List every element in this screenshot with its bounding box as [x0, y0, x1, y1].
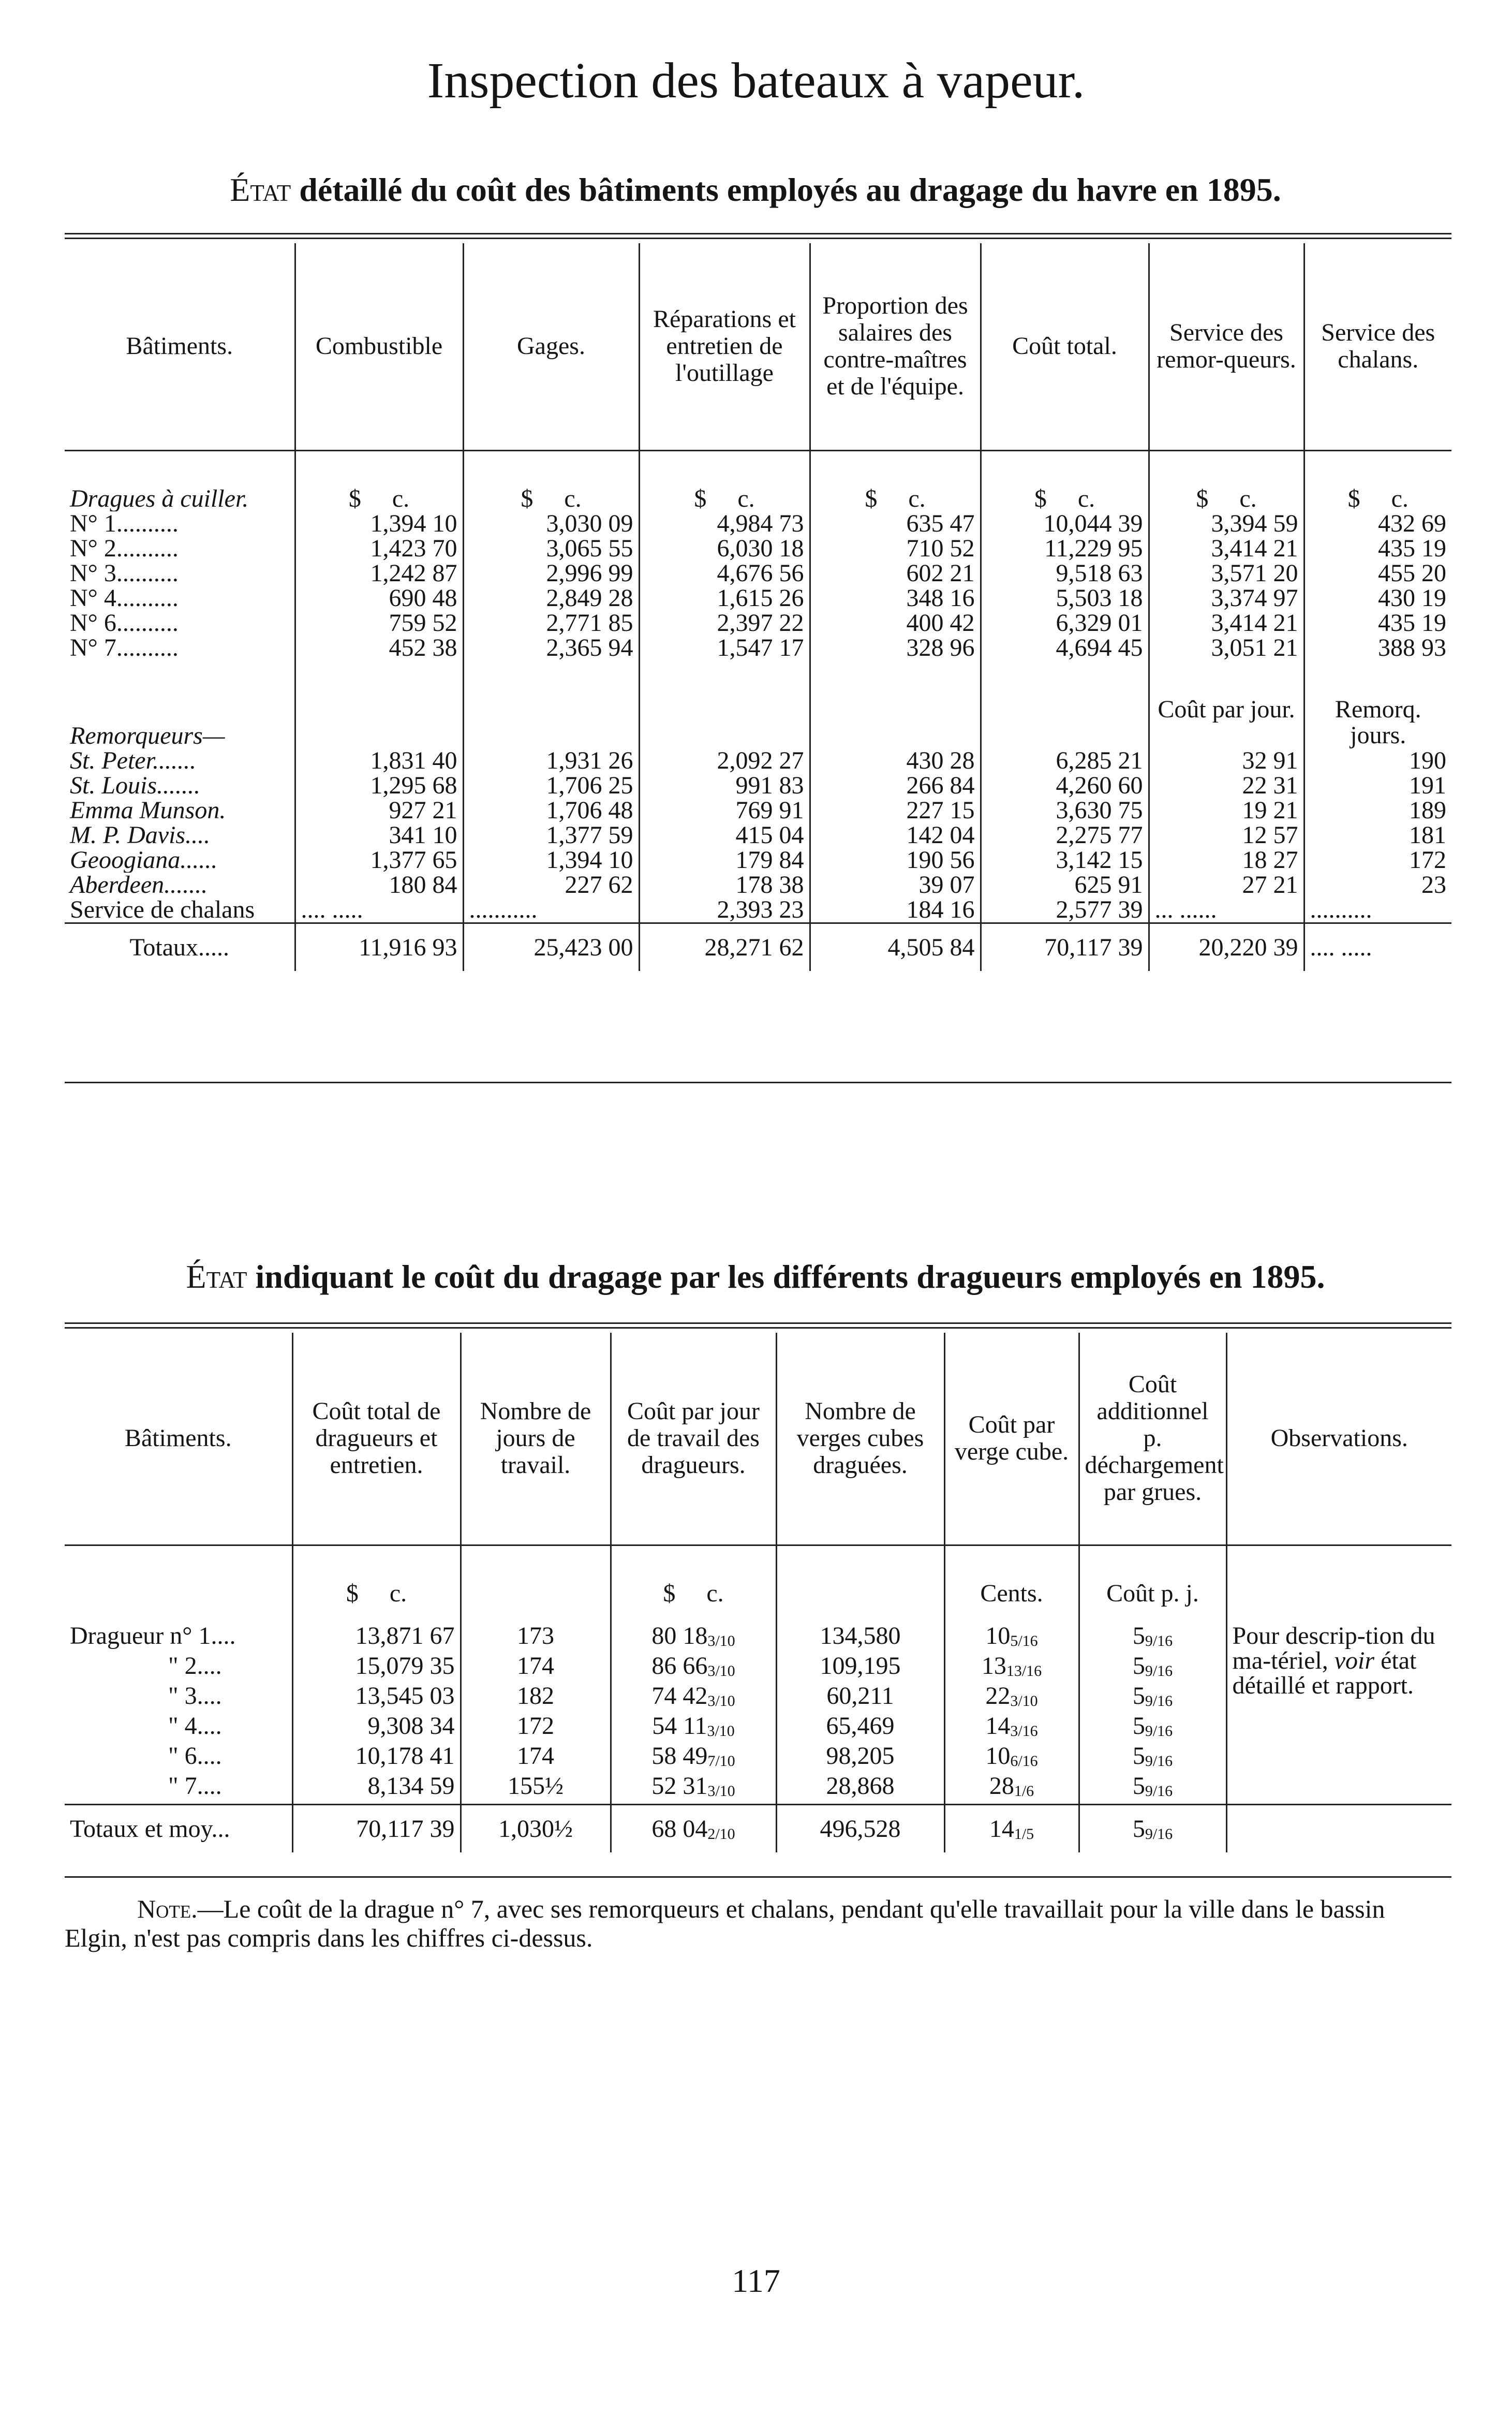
row-label: N° 4..........	[70, 586, 179, 611]
cell-reparations: 991 83	[639, 773, 810, 798]
table-row	[65, 873, 1451, 897]
cell-cout-total: 15,079 35	[292, 1654, 461, 1684]
cell-proportion: 635 47	[810, 511, 981, 536]
cell-cout-jour	[611, 1774, 776, 1805]
cell-verges: 65,469	[776, 1714, 944, 1744]
table1-totals-row	[65, 923, 1451, 971]
cell-combustible: 1,423 70	[295, 536, 463, 561]
cell-gages: ...........	[463, 897, 639, 923]
unit-dollar: $	[1196, 485, 1209, 512]
table-row	[65, 773, 1451, 798]
cell-additionnel	[1079, 1805, 1226, 1853]
cell-remorq-jours: ..........	[1304, 897, 1451, 923]
cell-proportion: 4,505 84	[810, 923, 981, 971]
row-label: " 3....	[168, 1684, 222, 1710]
header-gages: Gages.	[463, 243, 639, 450]
cell-reparations: 769 91	[639, 798, 810, 823]
table2-totals-row	[65, 1805, 1451, 1853]
cell-gages: 1,706 48	[463, 798, 639, 823]
group-remorqueurs-label: Remorqueurs—	[70, 722, 225, 748]
cell-verges: 134,580	[776, 1624, 944, 1654]
table1-caption-text: détaillé du coût des bâtiments employés au dragage du havre en 1895.	[299, 171, 1281, 208]
row-label: " 7....	[168, 1774, 222, 1800]
cell-reparations: 2,092 27	[639, 748, 810, 773]
unit-cell	[810, 487, 981, 511]
cell-cout-par-jour: 22 31	[1149, 773, 1304, 798]
cell-remorqueurs: 3,571 20	[1149, 561, 1304, 586]
cell-cout-verge	[944, 1654, 1079, 1684]
cell-additionnel	[1079, 1624, 1226, 1654]
cell-proportion: 400 42	[810, 611, 981, 636]
cell-cout-total: 6,329 01	[981, 611, 1149, 636]
cell-remorqueurs: 3,414 21	[1149, 611, 1304, 636]
cell-cout-total: 8,134 59	[292, 1774, 461, 1805]
cell-cout-total: 10,044 39	[981, 511, 1149, 536]
cout-jour-fraction: 2/10	[707, 1825, 735, 1843]
unit-dollar: $	[348, 485, 361, 512]
cout-verge-fraction: 1/5	[1014, 1825, 1034, 1843]
cout-verge-value: 14	[989, 1815, 1014, 1843]
cell-cout-verge	[944, 1774, 1079, 1805]
cout-jour-value: 52 31	[651, 1772, 708, 1800]
cout-verge-value: 13	[981, 1652, 1006, 1680]
cell-cout-par-jour: 27 21	[1149, 873, 1304, 897]
cell-cout-total: 70,117 39	[981, 923, 1149, 971]
cell-reparations: 4,676 56	[639, 561, 810, 586]
row-label: Totaux.....	[65, 923, 295, 971]
unit-cents: c.	[706, 1580, 724, 1607]
unit-cents: c.	[1077, 485, 1095, 512]
additionnel-value: 5	[1132, 1712, 1145, 1740]
cell-cout-par-jour: 19 21	[1149, 798, 1304, 823]
cell-chalans: 432 69	[1304, 511, 1451, 536]
table2-caption-state: État	[186, 1258, 247, 1295]
cout-jour-fraction: 3/10	[707, 1662, 735, 1680]
cout-verge-value: 14	[985, 1712, 1011, 1740]
header-cout-total: Coût total de dragueurs et entretien.	[292, 1333, 461, 1545]
cell-jours: 172	[461, 1714, 611, 1744]
cell-combustible: 452 38	[295, 636, 463, 660]
cell-chalans: 430 19	[1304, 586, 1451, 611]
cell-gages: 25,423 00	[463, 923, 639, 971]
cell-combustible: 1,295 68	[295, 773, 463, 798]
unit-cents-word: Cents.	[944, 1581, 1079, 1606]
cell-gages: 1,377 59	[463, 823, 639, 848]
cell-cout-total: 5,503 18	[981, 586, 1149, 611]
unit-cents: c.	[389, 1580, 407, 1607]
row-label: Dragueur n° 1....	[70, 1624, 236, 1650]
cell-cout-total: 4,694 45	[981, 636, 1149, 660]
header-service-chalans: Service des chalans.	[1304, 243, 1451, 450]
cell-combustible: 690 48	[295, 586, 463, 611]
cell-combustible: 1,831 40	[295, 748, 463, 773]
header-service-remorqueurs: Service des remor-queurs.	[1149, 243, 1304, 450]
cell-cout-jour	[611, 1744, 776, 1774]
cell-cout-verge	[944, 1624, 1079, 1654]
header-batiments: Bâtiments.	[65, 1333, 292, 1545]
cell-cout-par-jour: 12 57	[1149, 823, 1304, 848]
cell-cout-total: 6,285 21	[981, 748, 1149, 773]
cell-gages: 3,030 09	[463, 511, 639, 536]
unit-cell	[1149, 487, 1304, 511]
cell-cout-total: 9,518 63	[981, 561, 1149, 586]
cell-cout-par-jour: ... ......	[1149, 897, 1304, 923]
cell-remorq-jours: 189	[1304, 798, 1451, 823]
cell-combustible: 1,394 10	[295, 511, 463, 536]
cell-reparations: 178 38	[639, 873, 810, 897]
unit-dollar: $	[1347, 485, 1360, 512]
table-row	[65, 823, 1451, 848]
unit-cell	[639, 487, 810, 511]
cell-cout-total: 2,275 77	[981, 823, 1149, 848]
unit-cell	[611, 1581, 776, 1606]
cell-chalans: .... .....	[1304, 923, 1451, 971]
cell-proportion: 266 84	[810, 773, 981, 798]
header-proportion: Proportion des salaires des contre-maîtres et de l'équipe.	[810, 243, 981, 450]
observations-voir: voir	[1334, 1647, 1375, 1674]
unit-dollar: $	[1034, 485, 1047, 512]
cell-observations	[1226, 1624, 1451, 1805]
cell-proportion: 190 56	[810, 848, 981, 873]
additionnel-value: 5	[1132, 1652, 1145, 1680]
table1-bottom-rule	[65, 1082, 1451, 1083]
header-cout-verge: Coût par verge cube.	[944, 1333, 1079, 1545]
cell-jours: 174	[461, 1654, 611, 1684]
table-row-service-chalans	[65, 897, 1451, 923]
table-row	[65, 1624, 1451, 1654]
cout-verge-value: 10	[985, 1742, 1011, 1770]
row-label: N° 6..........	[70, 611, 179, 636]
cell-proportion: 430 28	[810, 748, 981, 773]
unit-cents: c.	[737, 485, 755, 512]
cell-reparations: 4,984 73	[639, 511, 810, 536]
row-label: N° 2..........	[70, 536, 179, 561]
table-row	[65, 586, 1451, 611]
cell-remorqueurs: 3,414 21	[1149, 536, 1304, 561]
unit-dollar: $	[865, 485, 878, 512]
row-label: N° 7..........	[70, 636, 179, 660]
unit-cell	[295, 487, 463, 511]
cell-proportion: 39 07	[810, 873, 981, 897]
table-row	[65, 748, 1451, 773]
header-reparations: Réparations et entretien de l'outillage	[639, 243, 810, 450]
cell-remorq-jours: 191	[1304, 773, 1451, 798]
cell-cout-verge	[944, 1805, 1079, 1853]
cell-cout-total: 11,229 95	[981, 536, 1149, 561]
table2	[65, 1333, 1451, 1852]
cell-reparations: 415 04	[639, 823, 810, 848]
cell-verges: 109,195	[776, 1654, 944, 1684]
cell-cout-par-jour: 32 91	[1149, 748, 1304, 773]
table-row	[65, 636, 1451, 660]
table-row	[65, 561, 1451, 586]
cell-cout-total: 13,871 67	[292, 1624, 461, 1654]
cell-gages: 2,365 94	[463, 636, 639, 660]
table2-header-row	[65, 1333, 1451, 1545]
row-label: Service de chalans	[70, 897, 255, 923]
additionnel-fraction: 9/16	[1145, 1722, 1173, 1740]
row-label: M. P. Davis....	[70, 823, 211, 848]
row-label: " 6....	[168, 1744, 222, 1770]
cell-cout-total: 9,308 34	[292, 1714, 461, 1744]
cell-jours: 155½	[461, 1774, 611, 1805]
cell-cout-jour	[611, 1624, 776, 1654]
page-number: 117	[732, 2262, 780, 2299]
row-label: St. Louis.......	[70, 773, 201, 798]
additionnel-fraction: 9/16	[1145, 1662, 1173, 1680]
cell-additionnel	[1079, 1744, 1226, 1774]
cell-reparations: 2,393 23	[639, 897, 810, 923]
cell-additionnel	[1079, 1684, 1226, 1714]
additionnel-value: 5	[1132, 1815, 1145, 1843]
cell-proportion: 142 04	[810, 823, 981, 848]
cell-cout-total: 3,630 75	[981, 798, 1149, 823]
cell-remorqueurs: 3,394 59	[1149, 511, 1304, 536]
row-label: N° 1..........	[70, 511, 179, 536]
cell-reparations: 179 84	[639, 848, 810, 873]
cell-additionnel	[1079, 1774, 1226, 1805]
cell-verges: 98,205	[776, 1744, 944, 1774]
cell-proportion: 328 96	[810, 636, 981, 660]
cout-jour-fraction: 3/10	[707, 1722, 735, 1740]
cell-remorqueurs: 3,374 97	[1149, 586, 1304, 611]
header-cout-total: Coût total.	[981, 243, 1149, 450]
cell-proportion: 227 15	[810, 798, 981, 823]
unit-dollar: $	[346, 1580, 359, 1607]
cell-cout-jour	[611, 1654, 776, 1684]
cell-combustible: 341 10	[295, 823, 463, 848]
cout-verge-value: 22	[985, 1682, 1011, 1710]
cell-jours: 174	[461, 1744, 611, 1774]
table-row	[65, 611, 1451, 636]
cell-cout-total: 4,260 60	[981, 773, 1149, 798]
cout-jour-fraction: 3/10	[707, 1783, 735, 1800]
row-label: Geoogiana......	[70, 848, 218, 873]
cell-cout-par-jour: 18 27	[1149, 848, 1304, 873]
cell-cout-jour	[611, 1805, 776, 1853]
unit-cents: c.	[1239, 485, 1257, 512]
cell-cout-jour	[611, 1684, 776, 1714]
cell-gages: 1,931 26	[463, 748, 639, 773]
additionnel-fraction: 9/16	[1145, 1692, 1173, 1710]
cell-cout-jour	[611, 1714, 776, 1744]
cell-combustible: 759 52	[295, 611, 463, 636]
cout-jour-value: 58 49	[651, 1742, 708, 1770]
table1	[65, 243, 1451, 971]
footnote	[65, 1894, 1451, 1952]
table1-header-row	[65, 243, 1451, 450]
cell-cout-verge	[944, 1714, 1079, 1744]
cell-proportion: 348 16	[810, 586, 981, 611]
cell-jours: 182	[461, 1684, 611, 1714]
row-label: " 2....	[168, 1654, 222, 1680]
cell-additionnel	[1079, 1714, 1226, 1744]
cell-gages: 1,706 25	[463, 773, 639, 798]
cout-verge-fraction: 13/16	[1006, 1662, 1042, 1680]
cell-proportion: 602 21	[810, 561, 981, 586]
table2-units-row	[65, 1581, 1451, 1606]
cell-verges: 28,868	[776, 1774, 944, 1805]
cell-gages: 2,996 99	[463, 561, 639, 586]
cell-chalans: 455 20	[1304, 561, 1451, 586]
unit-cout-pj: Coût p. j.	[1079, 1581, 1226, 1606]
unit-cell	[1304, 487, 1451, 511]
cell-gages: 2,771 85	[463, 611, 639, 636]
cell-gages: 1,394 10	[463, 848, 639, 873]
additionnel-value: 5	[1132, 1742, 1145, 1770]
cell-jours: 1,030½	[461, 1805, 611, 1853]
unit-cents: c.	[1391, 485, 1409, 512]
cout-jour-value: 68 04	[651, 1815, 708, 1843]
row-label: Aberdeen.......	[70, 873, 208, 897]
row-label: St. Peter.......	[70, 748, 196, 773]
table-row	[65, 848, 1451, 873]
row-label: N° 3..........	[70, 561, 179, 586]
table2-caption	[31, 1258, 1480, 1296]
table-row	[65, 798, 1451, 823]
cell-cout-total: 10,178 41	[292, 1744, 461, 1774]
header-observations: Observations.	[1226, 1333, 1451, 1545]
cell-reparations: 6,030 18	[639, 536, 810, 561]
cell-cout-total: 2,577 39	[981, 897, 1149, 923]
cout-jour-value: 80 18	[651, 1622, 708, 1650]
cell-remorq-jours: 23	[1304, 873, 1451, 897]
cell-verges: 60,211	[776, 1684, 944, 1714]
cout-verge-fraction: 6/16	[1010, 1753, 1038, 1770]
cout-jour-value: 74 42	[651, 1682, 708, 1710]
header-nombre-jours: Nombre de jours de travail.	[461, 1333, 611, 1545]
cell-gages: 2,849 28	[463, 586, 639, 611]
table2-caption-text: indiquant le coût du dragage par les différents dragueurs employés en 1895.	[255, 1258, 1325, 1295]
cout-verge-fraction: 1/6	[1014, 1783, 1034, 1800]
header-verges: Nombre de verges cubes draguées.	[776, 1333, 944, 1545]
table2-top-rule	[65, 1322, 1451, 1329]
additionnel-fraction: 9/16	[1145, 1753, 1173, 1770]
cell-reparations: 28,271 62	[639, 923, 810, 971]
page-title: Inspection des bateaux à vapeur.	[427, 53, 1085, 109]
table-row	[65, 536, 1451, 561]
cell-cout-total: 13,545 03	[292, 1684, 461, 1714]
unit-cents: c.	[564, 485, 582, 512]
subheader-remorq-jours: Remorq. jours.	[1304, 697, 1451, 748]
cell-remorqueurs: 3,051 21	[1149, 636, 1304, 660]
footnote-text: —Le coût de la drague n° 7, avec ses remorqueurs et chalans, pendant qu'elle travaillait pour la ville dans le bassin Elgin, n'est pas compris dans les chiffres ci-dessus.	[65, 1894, 1385, 1952]
cell-remorq-jours: 172	[1304, 848, 1451, 873]
cout-verge-fraction: 5/16	[1010, 1632, 1038, 1650]
additionnel-value: 5	[1132, 1682, 1145, 1710]
header-cout-additionnel: Coût additionnel p. déchargement par grues.	[1079, 1333, 1226, 1545]
cell-additionnel	[1079, 1654, 1226, 1684]
unit-dollar: $	[694, 485, 707, 512]
cell-reparations: 1,615 26	[639, 586, 810, 611]
row-label: Totaux et moy...	[65, 1805, 292, 1853]
cout-verge-fraction: 3/16	[1010, 1722, 1038, 1740]
additionnel-fraction: 9/16	[1145, 1632, 1173, 1650]
observations-text-a: Pour descrip-tion du ma-tériel,	[1232, 1622, 1435, 1674]
cout-verge-fraction: 3/10	[1010, 1692, 1038, 1710]
additionnel-value: 5	[1132, 1772, 1145, 1800]
cell-combustible: 180 84	[295, 873, 463, 897]
cell-combustible: 927 21	[295, 798, 463, 823]
row-label: " 4....	[168, 1714, 222, 1740]
unit-dollar: $	[663, 1580, 676, 1607]
table1-caption-state: État	[230, 171, 291, 208]
cell-gages: 227 62	[463, 873, 639, 897]
cell-combustible: 1,377 65	[295, 848, 463, 873]
additionnel-value: 5	[1132, 1622, 1145, 1650]
cout-jour-fraction: 3/10	[707, 1692, 735, 1710]
table1-units-row	[65, 487, 1451, 511]
table1-top-rule	[65, 233, 1451, 239]
unit-cell	[292, 1581, 461, 1606]
cout-jour-value: 86 66	[651, 1652, 708, 1680]
subheader-cout-par-jour: Coût par jour.	[1149, 697, 1304, 748]
cell-proportion: 710 52	[810, 536, 981, 561]
cell-cout-total: 70,117 39	[292, 1805, 461, 1853]
cell-cout-total: 625 91	[981, 873, 1149, 897]
cell-jours: 173	[461, 1624, 611, 1654]
table-row	[65, 511, 1451, 536]
group-dragues-label: Dragues à cuiller.	[70, 487, 249, 511]
cell-chalans: 435 19	[1304, 536, 1451, 561]
unit-cents: c.	[392, 485, 410, 512]
cell-combustible: 11,916 93	[295, 923, 463, 971]
cell-gages: 3,065 55	[463, 536, 639, 561]
cell-remorq-jours: 190	[1304, 748, 1451, 773]
cell-combustible: 1,242 87	[295, 561, 463, 586]
header-cout-jour: Coût par jour de travail des dragueurs.	[611, 1333, 776, 1545]
cout-verge-value: 28	[989, 1772, 1014, 1800]
cell-combustible: .... .....	[295, 897, 463, 923]
header-batiments: Bâtiments.	[65, 243, 295, 450]
table2-bottom-rule	[65, 1876, 1451, 1878]
cell-remorq-jours: 181	[1304, 823, 1451, 848]
observations-text-b: état détaillé et rapport.	[1232, 1647, 1417, 1699]
cout-jour-fraction: 7/10	[707, 1753, 735, 1770]
additionnel-fraction: 9/16	[1145, 1783, 1173, 1800]
unit-cell	[981, 487, 1149, 511]
cout-verge-value: 10	[985, 1622, 1011, 1650]
unit-cents: c.	[908, 485, 926, 512]
row-label: Emma Munson.	[70, 798, 226, 823]
cout-jour-value: 54 11	[652, 1712, 707, 1740]
cell-remorqueurs: 20,220 39	[1149, 923, 1304, 971]
table1-caption	[31, 171, 1480, 209]
header-combustible: Combustible	[295, 243, 463, 450]
footnote-label: Note.	[137, 1894, 198, 1923]
additionnel-fraction: 9/16	[1145, 1825, 1173, 1843]
cell-verges: 496,528	[776, 1805, 944, 1853]
cell-chalans: 435 19	[1304, 611, 1451, 636]
cell-cout-verge	[944, 1684, 1079, 1714]
cell-proportion: 184 16	[810, 897, 981, 923]
cell-reparations: 2,397 22	[639, 611, 810, 636]
cell-chalans: 388 93	[1304, 636, 1451, 660]
table1-subheader-row	[65, 697, 1451, 748]
cell-reparations: 1,547 17	[639, 636, 810, 660]
unit-cell	[463, 487, 639, 511]
cell-cout-verge	[944, 1744, 1079, 1774]
cout-jour-fraction: 3/10	[707, 1632, 735, 1650]
unit-dollar: $	[521, 485, 533, 512]
cell-cout-total: 3,142 15	[981, 848, 1149, 873]
